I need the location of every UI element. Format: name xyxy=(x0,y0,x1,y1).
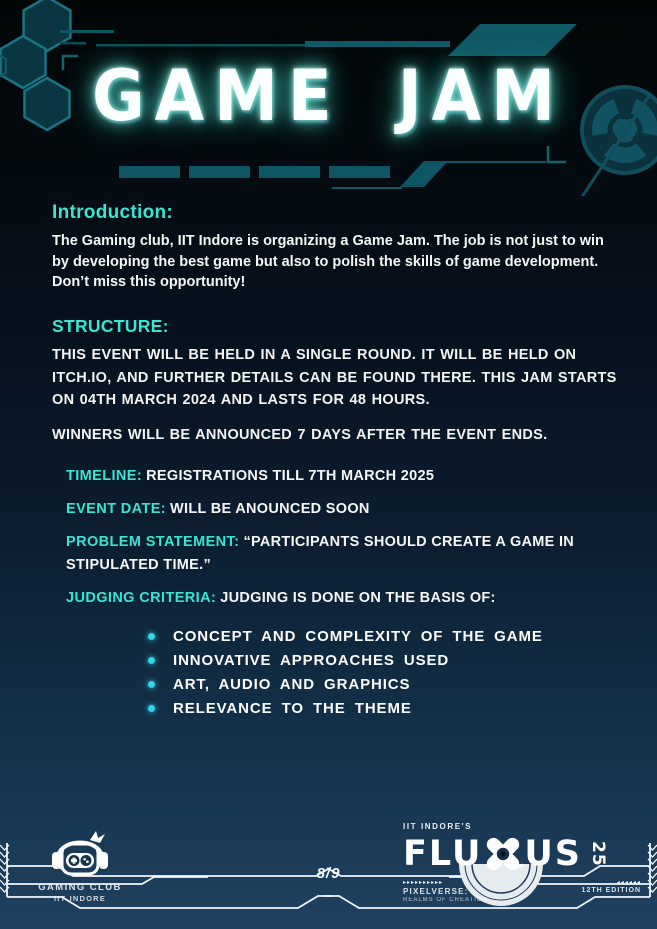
fluxus-name-right: US xyxy=(524,833,583,874)
detail-value: WILL BE ANOUNCED SOON xyxy=(170,500,370,517)
criteria-text: CONCEPT AND COMPLEXITY OF THE GAME xyxy=(173,627,543,645)
content xyxy=(52,202,618,724)
page-title: GAME JAM xyxy=(92,56,565,138)
detail-problem-statement xyxy=(66,531,618,577)
event-details xyxy=(66,465,618,611)
structure-body: THIS EVENT WILL BE HELD IN A SINGLE ROUND. IT WILL BE HELD ON ITCH.IO, AND FURTHER DETAILS CAN BE FOUND THERE. THIS JAM STARTS ON 04TH MARCH 2024 AND LASTS FOR 48 HOURS. xyxy=(52,347,617,409)
intro-body: The Gaming club, IIT Indore is organizing a Game Jam. The job is not just to win by developing the best game but also to polish the skills of game development. Don’t miss this opportunity! xyxy=(52,233,604,291)
fluxus-logo xyxy=(403,822,641,903)
fluxus-taglines xyxy=(403,887,641,896)
decor-line xyxy=(60,42,86,45)
structure-heading: STRUCTURE: xyxy=(52,316,169,337)
detail-event-date xyxy=(66,498,618,521)
dash-row-decoration xyxy=(119,161,448,187)
gaming-club-institute: IIT INDORE xyxy=(53,894,106,903)
decor-line xyxy=(60,30,114,33)
list-item xyxy=(148,676,618,693)
list-item xyxy=(148,652,618,669)
fluxus-year: 25 xyxy=(588,841,609,867)
detail-value: “PARTICIPANTS SHOULD CREATE A GAME IN STIPULATED TIME.” xyxy=(66,533,575,574)
fluxus-name-left: FLU xyxy=(403,833,483,874)
bullet-icon xyxy=(148,681,155,688)
bullet-icon xyxy=(148,633,155,640)
arrows-right-icon: ▸▸▸▸▸▸▸▸▸▸ xyxy=(403,880,444,886)
gaming-club-name: GAMING CLUB xyxy=(38,882,122,893)
fluxus-tagline2: REALMS OF CREATION xyxy=(403,897,488,903)
fluxus-name-row xyxy=(403,832,641,876)
bullet-icon xyxy=(148,657,155,664)
page-number: 8/9 xyxy=(316,865,341,882)
criteria-text: RELEVANCE TO THE THEME xyxy=(173,699,412,717)
detail-label: EVENT DATE: xyxy=(66,500,166,517)
arrows-left-icon: ◂◂◂◂◂◂ xyxy=(616,880,641,886)
detail-timeline xyxy=(66,465,618,488)
detail-label: PROBLEM STATEMENT: xyxy=(66,533,240,550)
fluxus-pinwheel-x-icon xyxy=(481,832,525,876)
detail-value: REGISTRATIONS TILL 7TH MARCH 2025 xyxy=(146,467,435,484)
top-bar-decoration xyxy=(96,24,577,56)
detail-value: JUDGING IS DONE ON THE BASIS OF: xyxy=(220,590,496,607)
judging-criteria-list xyxy=(148,628,618,717)
fluxus-pre-text: IIT INDORE'S xyxy=(403,822,473,831)
fluxus-arrow-strip xyxy=(403,879,641,886)
list-item xyxy=(148,700,618,717)
intro-heading: Introduction: xyxy=(52,202,174,223)
fluxus-tagline1: PIXELVERSE: xyxy=(403,887,469,896)
list-item xyxy=(148,628,618,645)
bracket-bottom-right-icon xyxy=(548,146,566,162)
detail-label: JUDGING CRITERIA: xyxy=(66,590,217,607)
detail-label: TIMELINE: xyxy=(66,467,143,484)
criteria-text: ART, AUDIO AND GRAPHICS xyxy=(173,675,411,693)
criteria-text: INNOVATIVE APPROACHES USED xyxy=(173,651,450,669)
bullet-icon xyxy=(148,705,155,712)
winners-note: WINNERS WILL BE ANNOUNCED 7 DAYS AFTER THE EVENT ENDS. xyxy=(52,426,548,443)
footer xyxy=(0,809,657,929)
circuit-left xyxy=(7,843,332,908)
fluxus-edition: 12TH EDITION xyxy=(581,887,641,894)
detail-judging-criteria xyxy=(66,587,618,610)
